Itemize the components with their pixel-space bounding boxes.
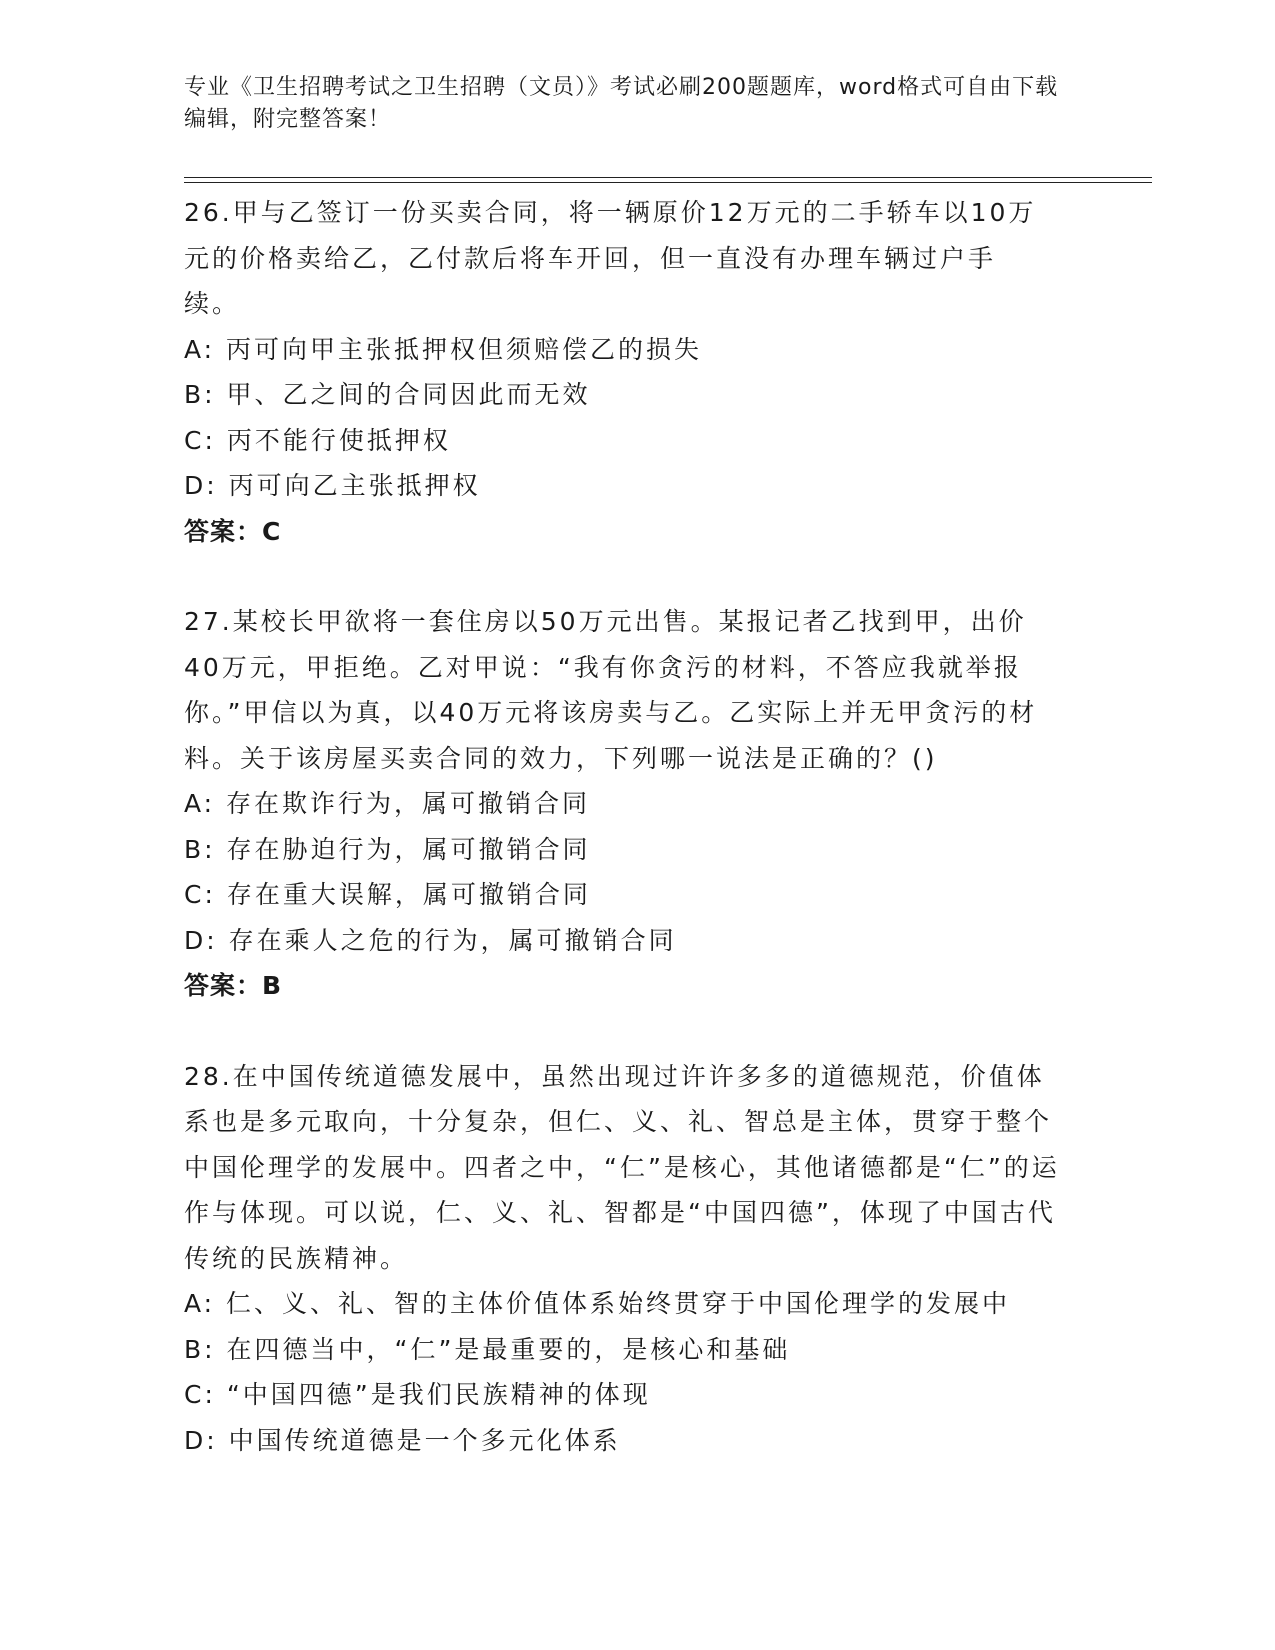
question-26 (184, 190, 1064, 554)
option-a: A: 存在欺诈行为，属可撤销合同 (184, 789, 591, 818)
header-divider-bottom (184, 182, 1152, 183)
option-c: C: 丙不能行使抵押权 (184, 425, 451, 455)
question-text: 26.甲与乙签订一份买卖合同，将一辆原价12万元的二手轿车以10万元的价格卖给乙，乙付款后将车开回，但一直没有办理车辆过户手续。 (184, 198, 1037, 318)
answer-label: 答案：C (184, 516, 282, 546)
header-divider-top (184, 177, 1152, 178)
question-text: 28.在中国传统道德发展中，虽然出现过许许多多的道德规范，价值体系也是多元取向，十分复杂，但仁、义、礼、智总是主体，贯穿于整个中国伦理学的发展中。四者之中，“仁”是核心，其他诸德都是“仁”的运作与体现。可以说，仁、义、礼、智都是“中国四德”，体现了中国古代传统的民族精神。 (184, 1061, 1060, 1273)
document-header: 专业《卫生招聘考试之卫生招聘（文员）》考试必刷200题题库，word格式可自由下载编辑，附完整答案！ (184, 75, 1059, 132)
option-c: C: “中国四德”是我们民族精神的体现 (184, 1380, 651, 1409)
option-b: B: 在四德当中，“仁”是最重要的，是核心和基础 (184, 1334, 791, 1364)
option-c: C: 存在重大误解，属可撤销合同 (184, 880, 591, 909)
option-d: D: 中国传统道德是一个多元化体系 (184, 1425, 621, 1455)
option-b: B: 存在胁迫行为，属可撤销合同 (184, 834, 591, 864)
option-b: B: 甲、乙之间的合同因此而无效 (184, 380, 591, 409)
question-list (184, 190, 1064, 1463)
question-text: 27.某校长甲欲将一套住房以50万元出售。某报记者乙找到甲，出价40万元，甲拒绝。乙对甲说：“我有你贪污的材料，不答应我就举报你。”甲信以为真，以40万元将该房卖与乙。乙实际上并无甲贪污的材料。关于该房屋买卖合同的效力，下列哪一说法是正确的？() (184, 607, 1038, 773)
answer-label: 答案：B (184, 971, 283, 1000)
option-d: D: 存在乘人之危的行为，属可撤销合同 (184, 925, 677, 955)
option-a: A: 丙可向甲主张抵押权但须赔偿乙的损失 (184, 334, 703, 364)
option-d: D: 丙可向乙主张抵押权 (184, 471, 481, 500)
question-28 (184, 1054, 1064, 1464)
option-a: A: 仁、义、礼、智的主体价值体系始终贯穿于中国伦理学的发展中 (184, 1289, 1011, 1318)
question-27 (184, 599, 1064, 1009)
